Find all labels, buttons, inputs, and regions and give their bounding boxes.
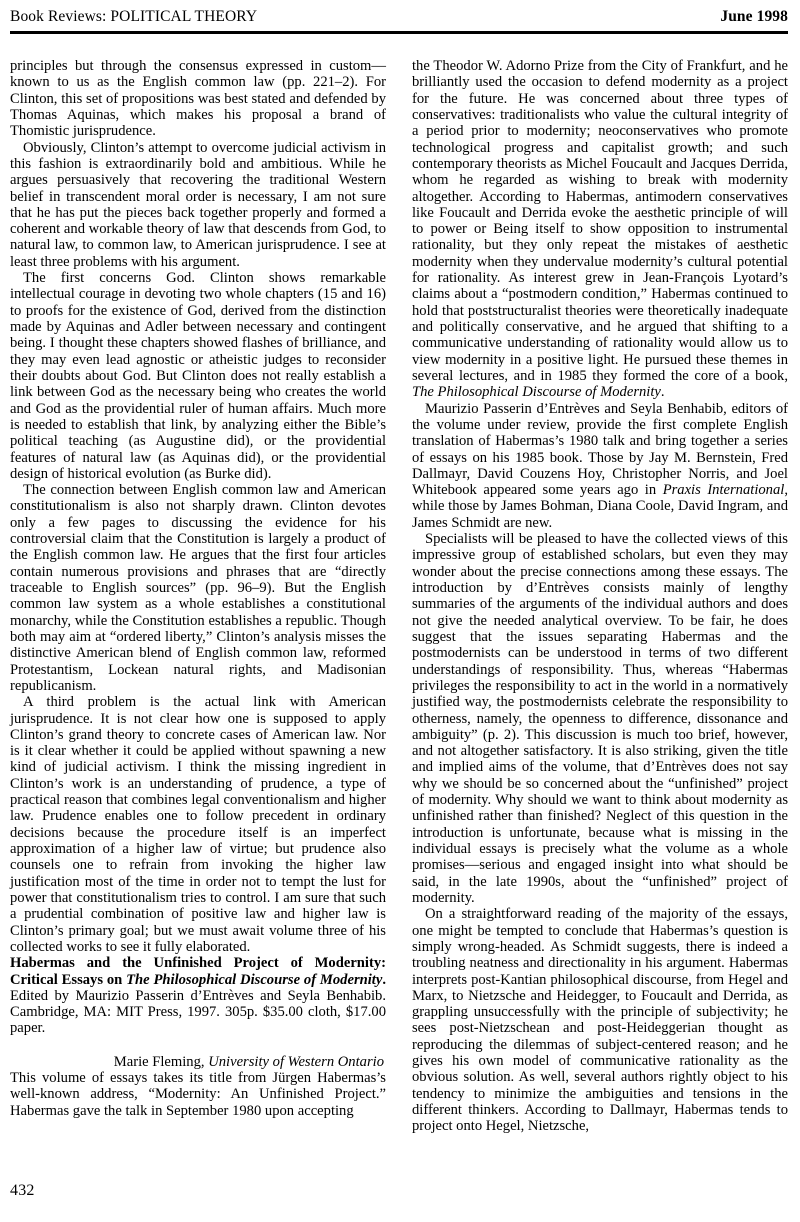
paragraph: The connection between English common law and American constitutionalism is also not sharply drawn. Clinton devotes only a few pages to discussing the evidence for his controversial claim that the Constitution is largely a product of the English common law. He argues that the first four articles contain numerous provisions and phrases that are “directly traceable to English sources” (pp. 96–9). But the English common law system as a whole establishes a constitutional monarchy, while the Constitution establishes a republic. Though both may aim at “ordered liberty,” Clinton’s analysis misses the distinctive American blend of English common law, reformed Protestantism, Lockean natural rights, and Madisonian republicanism. xyxy=(10,482,386,694)
paragraph xyxy=(412,58,788,401)
book-title-italic: The Philosophical Discourse of Modernity xyxy=(412,384,661,401)
running-head-left: Book Reviews: POLITICAL THEORY xyxy=(10,8,258,25)
paragraph: On a straightforward reading of the majority of the essays, one might be tempted to conclude that Habermas’s question is simply wrong-headed. As Schmidt suggests, there is indeed a troubling neatness and directionality in his argument. Habermas interprets post-Kantian philosophical discourse, from Hegel and Marx, to Nietzsche and Heidegger, to Foucault and Derrida, as grappling unsuccessfully with the principle of subjectivity; he sees post-Nietzschean and post-Heideggerian thought as reproducing the dilemmas of subject-centered reason; and he gives his own model of communicative rationality as the obvious solution. As well, several authors rightly object to his tendency to minimize the ambiguities and tensions in the different thinkers. According to Dallmayr, Habermas tends to project onto Hegel, Nietzsche, xyxy=(412,906,788,1135)
book-citation-heading xyxy=(10,955,386,1037)
reviewer-name: Marie Fleming, xyxy=(113,1053,209,1070)
paragraph: The first concerns God. Clinton shows remarkable intellectual courage in devoting two whole chapters (15 and 16) to proofs for the existence of God, derived from the distinction made by Aquinas and Adler between necessary and contingent being. I thought these chapters showed flashes of brilliance, and they may even lead agnostic or atheistic judges to reconsider their doubts about God. But Clinton does not really establish a link between God as the necessary being who creates the world and God as the providential ruler of human affairs. Much more is needed to establish that link, by analyzing either the Bible’s political teaching (as Augustine did), or the providential features of natural law (as Aquinas did), or the providential design of historical evolution (as Burke did). xyxy=(10,270,386,482)
paragraph-text: Maurizio Passerin d’Entrèves and Seyla Benhabib, editors of the volume under review, provide the first complete English translation of Habermas’s 1980 talk and bring together a series of essays on his 1985 book. Those by Jay M. Bernstein, Fred Dallmayr, David Couzens Hoy, Christopher Norris, and Joel Whitebook appeared some years ago in xyxy=(412,400,788,499)
paragraph-text-end: , while those by James Bohman, Diana Coole, David Ingram, and James Schmidt are new. xyxy=(412,482,788,531)
book-title-period: . xyxy=(382,971,386,988)
right-column xyxy=(412,58,788,1135)
paragraph-text: the Theodor W. Adorno Prize from the City of Frankfurt, and he brilliantly used the occasion to defend modernity as a project for the future. He was concerned about three types of conservatives: traditionalists who value the cultural integrity of a period prior to modernity; neoconservatives who promote technological progress and capitalist growth; and such contemporary theorists as Michel Foucault and Jacques Derrida, whom he regarded as wishing to break with modernity altogether. According to Habermas, antimodern conservatives like Foucault and Derrida evoke the aesthetic principle of will to power or Being itself to show opposition to instrumental rationality, but they only repeat the mistakes of aesthetic modernity when they undervalue modernity’s cultural potential for rationality. As interest grew in Jean-François Lyotard’s claims about a “postmodern condition,” Habermas continued to hold that poststructuralist theories were theoretically inadequate and politically conservative, and he argued that shifting to a communicative understanding of rationality would allow us to view modernity in a positive light. He pursued these themes in several lectures, and in 1985 they formed the core of a book, xyxy=(412,58,788,384)
running-head xyxy=(10,8,788,26)
reviewer-line xyxy=(10,1054,386,1070)
paragraph: A third problem is the actual link with American jurisprudence. It is not clear how one is supposed to apply Clinton’s grand theory to concrete cases of American law. Nor is it clear whether it could be applied without spawning a new kind of judicial activism. I think the missing ingredient in Clinton’s work is an understanding of prudence, a type of practical reason that combines legal conventionalism and higher law. Prudence enables one to follow precedent in ordinary decisions because the procedure itself is an imperfect approximation of a higher law of virtue; but prudence also counsels one to refrain from invoking the higher law justification most of the time in order not to tempt the lust for power that constitutionalism tries to control. I am sure that such a prudential combination of positive law and higher law is Clinton’s primary goal; but we must await volume three of his collected works to see it fully elaborated. xyxy=(10,694,386,955)
book-title-bold: Habermas and the Unfinished Project of Modernity: Critical Essays on xyxy=(10,955,386,988)
paragraph: This volume of essays takes its title from Jürgen Habermas’s well-known address, “Modernity: An Unfinished Project.” Habermas gave the talk in September 1980 upon accepting xyxy=(10,1070,386,1119)
paragraph: principles but through the consensus expressed in custom—known to us as the English common law (pp. 221–2). For Clinton, this set of propositions was best stated and defended by Thomas Aquinas, which makes his proposal a brand of Thomistic jurisprudence. xyxy=(10,58,386,140)
journal-title-italic: Praxis International xyxy=(662,482,785,499)
running-head-right: June 1998 xyxy=(720,8,788,25)
book-citation-details: Edited by Maurizio Passerin d’Entrèves and Seyla Benhabib. Cambridge, MA: MIT Press, 1997. 305p. $35.00 cloth, $17.00 paper. xyxy=(10,987,386,1037)
book-title-italic: The Philosophical Discourse of Modernity xyxy=(126,971,383,988)
reviewer-affiliation: University of Western Ontario xyxy=(208,1053,384,1070)
header-rule xyxy=(10,31,788,34)
paragraph xyxy=(412,401,788,532)
page-number: 432 xyxy=(10,1182,35,1199)
paragraph-text-end: . xyxy=(660,384,665,401)
paragraph: Specialists will be pleased to have the collected views of this impressive group of established scholars, but even they may wonder about the precise connections among these essays. The introduction by d’Entrèves consists mainly of lengthy summaries of the arguments of the individual authors and does not give the needed analytical overview. To be fair, he does suggest that the issues separating Habermas and the postmodernists can be understood in terms of two different understandings of responsibility. Thus, whereas “Habermas privileges the responsibility to act in the world in a normatively justified way, the postmodernists celebrate the responsibility to otherness, namely, the openness to difference, dissonance and ambiguity” (p. 2). This discussion is much too brief, however, and not altogether satisfactory. It is also striking, given the title and implied aims of the volume, that d’Entrèves does not say why we should be so concerned about the “unfinished” project of modernity. Why should we want to think about modernity as unfinished rather than finished? Neglect of this question in the introduction is unfortunate, because what is missing in the individual essays is precisely what the volume as a whole promises—serious and engaged insight into what should be said, in the late 1990s, about the “unfinished” project of modernity. xyxy=(412,531,788,906)
left-column xyxy=(10,58,386,1135)
body-columns xyxy=(10,58,788,1135)
paragraph: Obviously, Clinton’s attempt to overcome judicial activism in this fashion is extraordinarily bold and ambitious. While he argues persuasively that recovering the traditional Western belief in transcendent moral order is necessary, I am not sure that he has put the pieces back together properly and formed a coherent and workable theory of law that descends from God, to natural law, to common law, to American jurisprudence. I see at least three problems with his argument. xyxy=(10,139,386,270)
